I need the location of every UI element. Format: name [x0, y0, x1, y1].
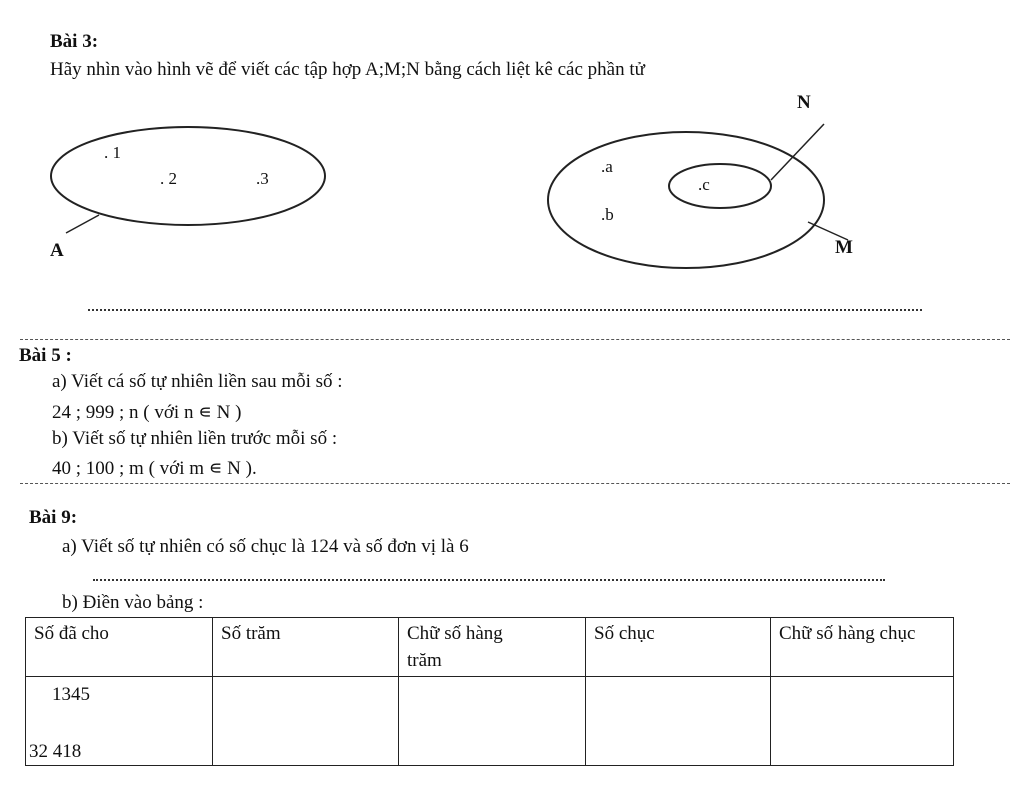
set-a-element: . 2	[160, 169, 177, 188]
table-header-cell: Số trăm	[213, 618, 399, 677]
table-header-text: Chữ số hàng chục	[779, 623, 916, 644]
set-a-ellipse	[51, 127, 325, 225]
set-a-element: .3	[256, 169, 269, 188]
set-n-pointer-line	[771, 124, 824, 180]
table-header-cell	[771, 618, 954, 677]
answer-dotted-line	[93, 579, 885, 581]
answer-cell[interactable]	[399, 677, 586, 766]
given-number: 32 418	[29, 741, 82, 762]
table-row	[26, 677, 954, 766]
bai5-title: Bài 5 :	[19, 345, 72, 366]
set-m-element: .a	[601, 157, 613, 176]
answer-dotted-line	[88, 309, 922, 311]
answer-cell[interactable]	[771, 677, 954, 766]
set-a-label: A	[50, 240, 64, 261]
set-m-ellipse	[548, 132, 824, 268]
table-header-cell: Số chục	[586, 618, 771, 677]
set-n-ellipse	[669, 164, 771, 208]
answer-cell[interactable]	[586, 677, 771, 766]
table-header-cell: Số đã cho	[26, 618, 213, 677]
given-numbers-cell	[26, 677, 213, 766]
set-m-label: M	[835, 237, 853, 258]
bai5-b-values: 40 ; 100 ; m ( với m ∊ N ).	[52, 458, 257, 479]
bai9-b-prompt: b) Điền vào bảng :	[62, 592, 204, 613]
set-a-pointer-line	[66, 215, 99, 233]
table-header-cell	[399, 618, 586, 677]
section-separator	[20, 483, 1010, 484]
section-separator	[20, 339, 1010, 340]
set-n-label: N	[797, 92, 811, 113]
set-a-element: . 1	[104, 143, 121, 162]
given-number: 1345	[52, 684, 90, 705]
set-m-element: .b	[601, 205, 614, 224]
bai5-b-prompt: b) Viết số tự nhiên liền trước mỗi số :	[52, 428, 338, 449]
table-header-row	[26, 618, 954, 677]
fill-in-table	[25, 617, 954, 766]
bai3-instruction: Hãy nhìn vào hình vẽ để viết các tập hợp A;M;N bằng cách liệt kê các phần tử	[50, 59, 645, 80]
bai9-a-prompt: a) Viết số tự nhiên có số chục là 124 và số đơn vị là 6	[62, 536, 469, 557]
table-header-text: Chữ số hàng trăm	[407, 623, 503, 671]
answer-cell[interactable]	[213, 677, 399, 766]
bai5-a-prompt: a) Viết cá số tự nhiên liền sau mỗi số :	[52, 371, 343, 392]
set-n-element: .c	[698, 175, 710, 194]
bai5-a-values: 24 ; 999 ; n ( với n ∊ N )	[52, 402, 242, 423]
bai9-title: Bài 9:	[29, 507, 78, 528]
bai3-title: Bài 3:	[50, 31, 99, 52]
